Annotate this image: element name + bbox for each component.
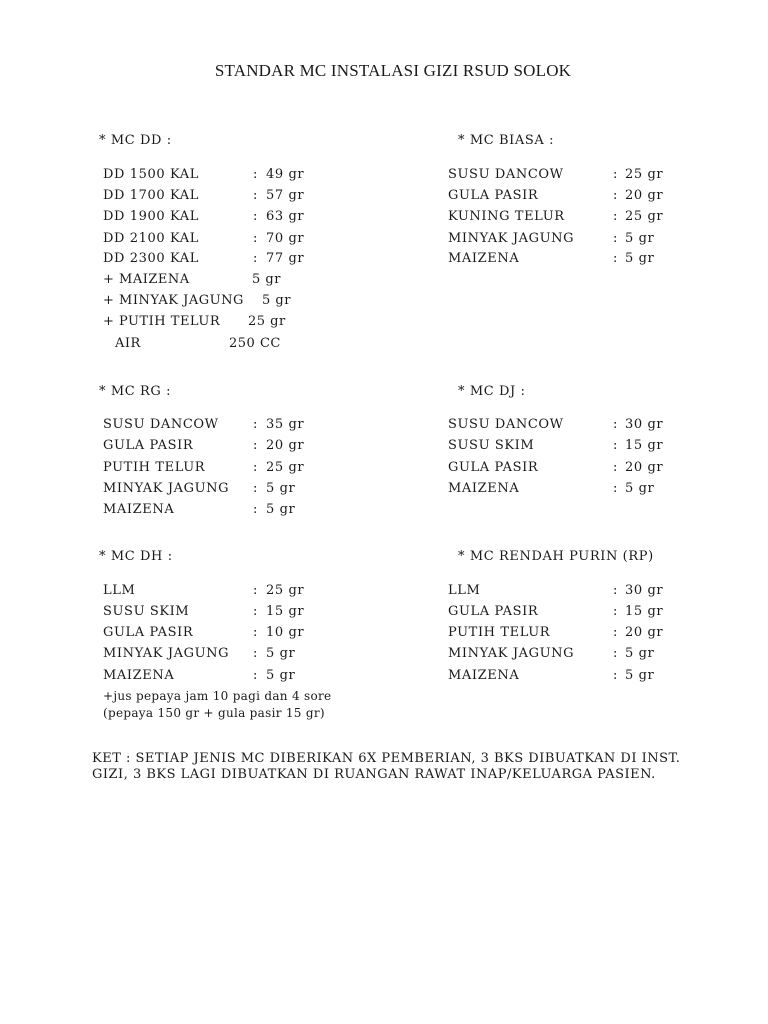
list-item: + MAIZENA 5 gr (103, 272, 281, 287)
section-heading: * MC BIASA : (458, 133, 555, 148)
list-item: + MINYAK JAGUNG 5 gr (103, 293, 291, 308)
page-title: STANDAR MC INSTALASI GIZI RSUD SOLOK (214, 61, 572, 80)
document-page: STANDAR MC INSTALASI GIZI RSUD SOLOK * MC DD : DD 1500 KAL : 49 gr DD 1700 KAL : 57 gr DD 1900 KAL : 63 gr DD 2100 KAL : 70 gr DD 2300 KAL : 77 gr + MAIZENA 5 gr + MINYAK JAGUNG 5 gr + PUTIH TELUR 25 gr AIR 250 CC * MC BIASA : SUSU DANCOW : 25 gr GULA PASIR : 20 gr KUNING TELUR : 25 gr MINYAK JAGUNG : 5 gr MAIZENA : 5 gr * MC RG : SUSU DANCOW : 35 gr GULA PASIR : 20 gr PUTIH TELUR : 25 gr MINYAK JAGUNG : 5 gr MAIZENA : 5 gr * MC DJ : SUSU DANCOW : 30 gr SUSU SKIM : 15 gr GULA PASIR : 20 gr MAIZENA : 5 gr * MC DH : LLM : 25 gr SUSU SKIM : 15 gr GULA PASIR : 10 gr MINYAK JAGUNG : 5 gr MAIZENA : 5 gr +jus pepaya jam 10 pagi dan 4 sore (pepaya 150 gr + gula pasir 15 gr) * MC RENDAH PURIN (RP) LLM : 30 gr GULA PASIR : 15 gr PUTIH TELUR : 20 gr MINYAK JAGUNG : 5 gr MAIZENA : 5 gr KET : SETIAP JENIS MC DIBERIKAN 6X PEMBERIAN, 3 BKS DIBUATKAN DI INST. GIZI, 3 BKS LAGI DIBUATKAN DI RUANGAN RAWAT INAP/KELUARGA PASIEN. (0, 0, 768, 1024)
list-item: AIR 250 CC (115, 336, 281, 351)
section-heading: * MC DH : (99, 549, 173, 564)
section-heading: * MC DD : (99, 133, 172, 148)
footnote-ket: KET : SETIAP JENIS MC DIBERIKAN 6X PEMBERIAN, 3 BKS DIBUATKAN DI INST. GIZI, 3 BKS LAGI DIBUATKAN DI RUANGAN RAWAT INAP/KELUARGA PASIEN. (92, 751, 681, 782)
note-line: +jus pepaya jam 10 pagi dan 4 sore (103, 689, 332, 703)
section-heading: * MC DJ : (458, 384, 526, 399)
section-heading: * MC RG : (99, 384, 172, 399)
section-heading: * MC RENDAH PURIN (RP) (458, 549, 654, 564)
note-line: (pepaya 150 gr + gula pasir 15 gr) (103, 706, 325, 720)
list-item: + PUTIH TELUR 25 gr (103, 314, 286, 329)
